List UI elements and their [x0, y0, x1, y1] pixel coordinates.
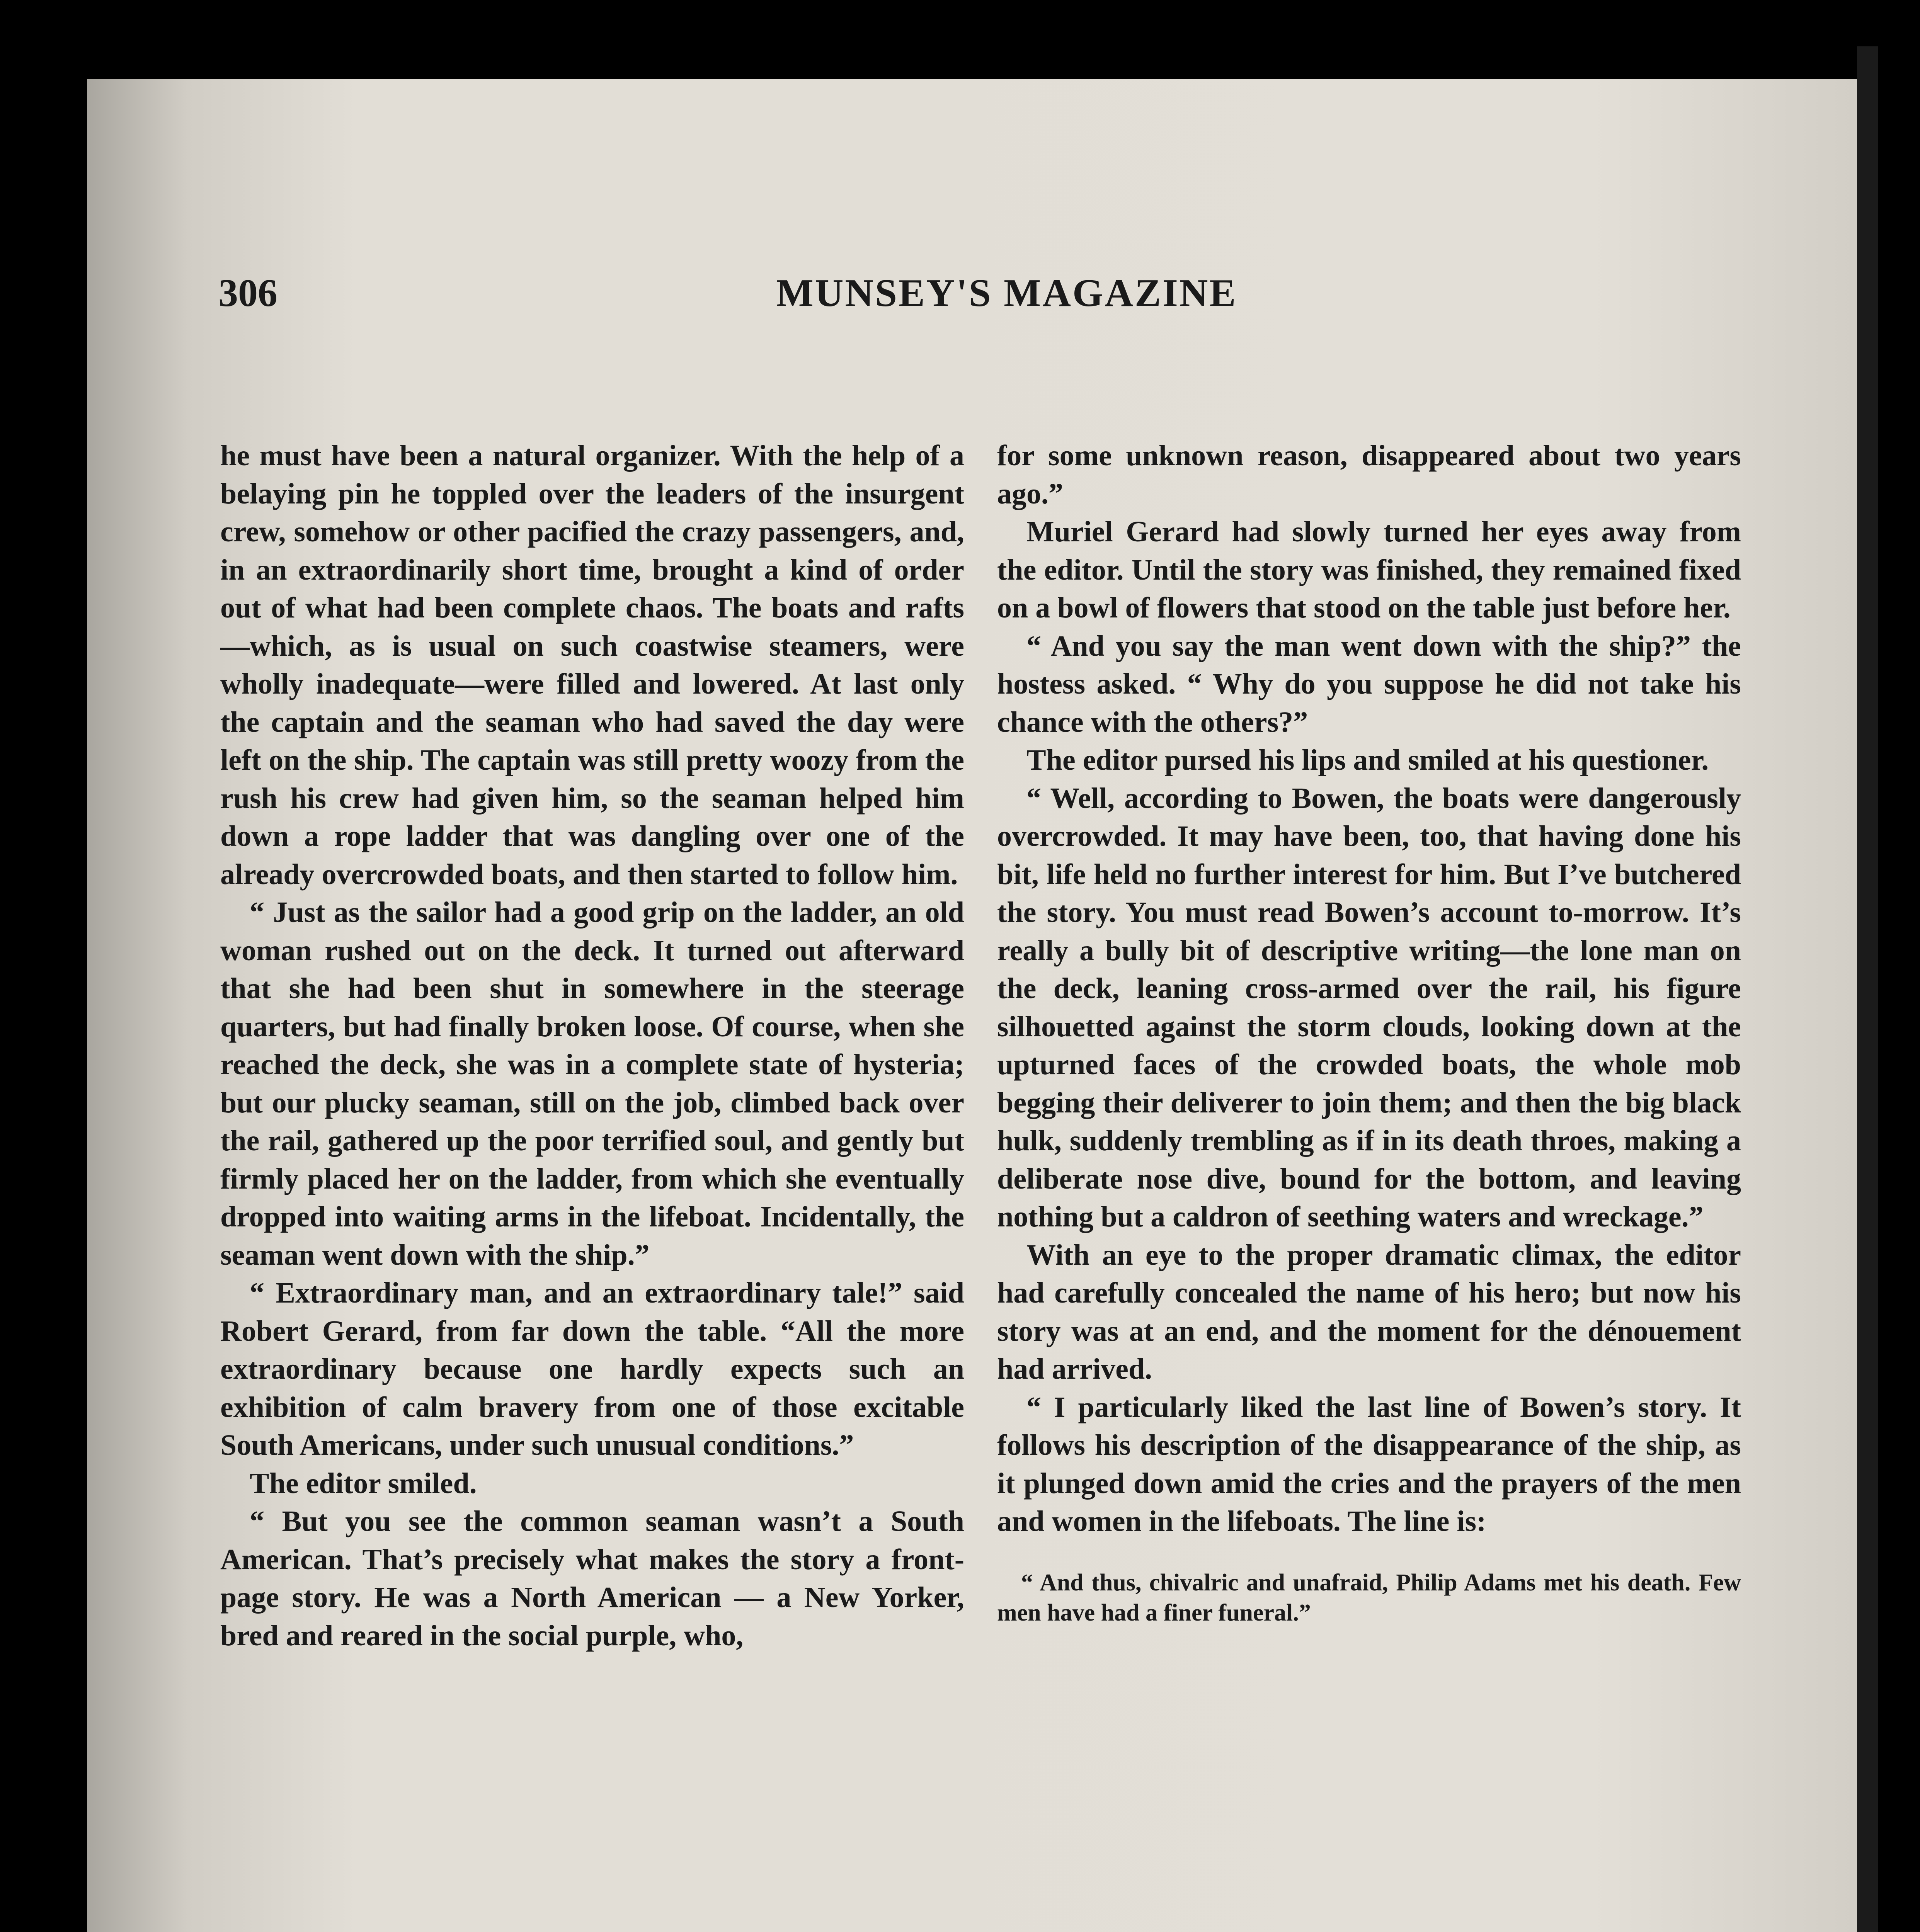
paragraph: “ Well, according to Bowen, the boats were dangerously overcrowded. It may have been, too, that having done his bit, life held no further interest for him. But I’ve butchered the story. You must read Bowen’s account to-morrow. It’s really a bully bit of descriptive writing—the lone man on the deck, leaning cross-armed over the rail, his figure silhouetted against the storm clouds, looking down at the upturned faces of the crowded boats, the whole mob begging their deliverer to join them; and then the big black hulk, suddenly trembling as if in its death throes, making a deliberate nose dive, bound for the bottom, and leaving nothing but a caldron of seething waters and wreckage.” — [997, 782, 1741, 1233]
paragraph: “ But you see the common seaman wasn’t a South American. That’s precisely what makes the story a front-page story. He was a North American — a New Yorker, bred and reared in the social purple, who, — [220, 1505, 964, 1652]
left-column — [220, 437, 964, 1655]
running-title: MUNSEY'S MAGAZINE — [776, 271, 1237, 315]
paragraph: he must have been a natural organizer. With the help of a belaying pin he toppled over the leaders of the insurgent crew, somehow or other pacified the crazy passengers, and, in an extraordinarily short time, brought a kind of order out of what had been complete chaos. The boats and rafts—which, as is usual on such coastwise steamers, were wholly inadequate—were filled and lowered. At last only the captain and the seaman who had saved the day were left on the ship. The captain was still pretty woozy from the rush his crew had given him, so the seaman helped him down a rope ladder that was dangling over one of the already overcrowded boats, and then started to follow him. — [220, 439, 964, 891]
block-quote: “ And thus, chivalric and unafraid, Philip Adams met his death. Few men have had a finer funeral.” — [997, 1569, 1741, 1626]
adjacent-page-edge — [1857, 46, 1878, 1932]
paragraph: for some unknown reason, disappeared about two years ago.” — [997, 439, 1741, 510]
right-column — [997, 437, 1741, 1628]
paragraph: “ Extraordinary man, and an extraordinary tale!” said Robert Gerard, from far down the table. “All the more extraordinary because one hardly expects such an exhibition of calm bravery from one of those excitable South Americans, under such unusual conditions.” — [220, 1277, 964, 1461]
paragraph: “ And you say the man went down with the ship?” the hostess asked. “ Why do you suppose he did not take his chance with the others?” — [997, 629, 1741, 738]
paragraph: “ I particularly liked the last line of Bowen’s story. It follows his description of the disappearance of the ship, as it plunged down amid the cries and the prayers of the men and women in the lifeboats. The line is: — [997, 1391, 1741, 1537]
paragraph: The editor pursed his lips and smiled at his questioner. — [1026, 744, 1709, 776]
paragraph: Muriel Gerard had slowly turned her eyes away from the editor. Until the story was finished, they remained fixed on a bowl of flowers that stood on the table just before her. — [997, 515, 1741, 624]
page-header — [218, 270, 1795, 328]
paragraph: The editor smiled. — [250, 1467, 477, 1500]
page-number: 306 — [218, 271, 277, 315]
paragraph: “ Just as the sailor had a good grip on the ladder, an old woman rushed out on the deck. It turned out afterward that she had been shut in somewhere in the steerage quarters, but had finally broken loose. Of course, when she reached the deck, she was in a complete state of hysteria; but our plucky seaman, still on the job, climbed back over the rail, gathered up the poor terrified soul, and gently but firmly placed her on the ladder, from which she eventually dropped into waiting arms in the lifeboat. Incidentally, the seaman went down with the ship.” — [220, 896, 964, 1271]
paragraph: With an eye to the proper dramatic climax, the editor had carefully concealed the name of his hero; but now his story was at an end, and the moment for the dénouement had arrived. — [997, 1238, 1741, 1385]
magazine-page — [87, 79, 1857, 1932]
